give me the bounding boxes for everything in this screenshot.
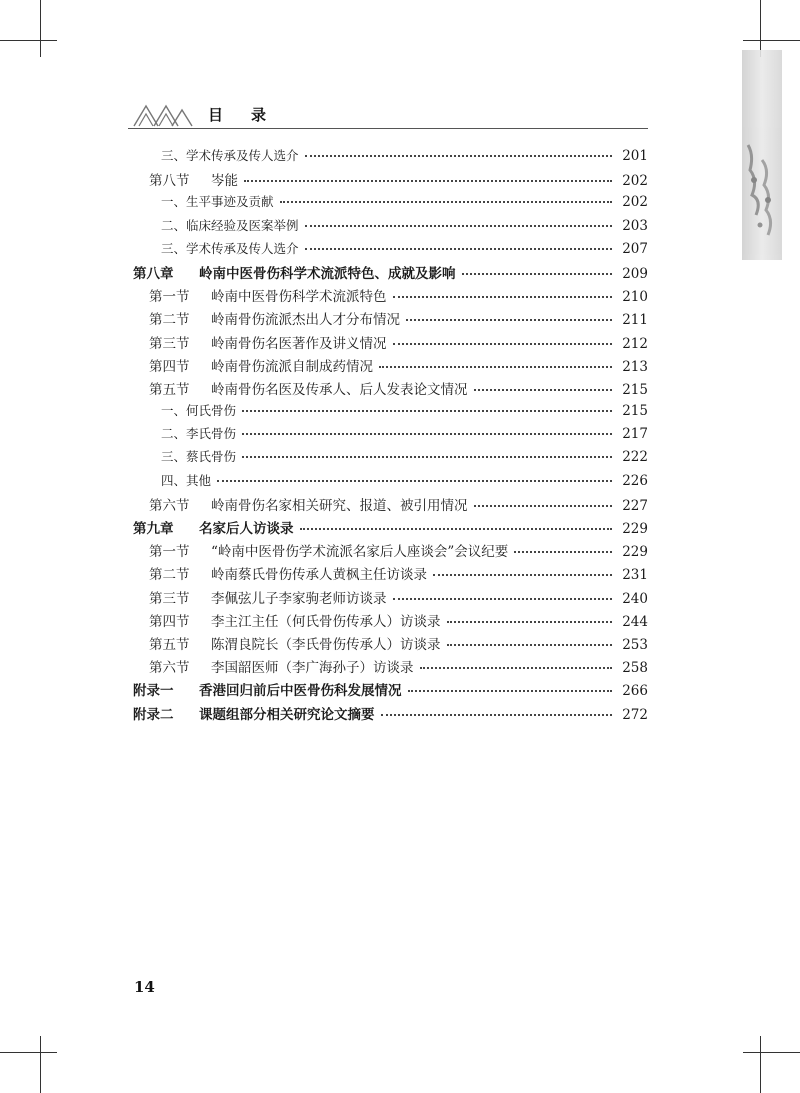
toc-entry-item[interactable] xyxy=(133,239,648,262)
toc-entry-title: 李氏骨伤 xyxy=(186,426,237,442)
toc-entry-page: 240 xyxy=(622,590,648,607)
toc-entry-section[interactable] xyxy=(133,332,648,355)
toc-leader-dots xyxy=(381,713,613,716)
page-title: 目录 xyxy=(208,106,295,124)
toc-leader-dots xyxy=(242,455,612,458)
toc-entry-title: 岭南骨伤名医著作及讲义情况 xyxy=(211,335,387,352)
toc-leader-dots xyxy=(514,550,612,553)
toc-entry-label: 第五节 xyxy=(149,636,190,653)
toc-leader-dots xyxy=(462,272,613,275)
toc-entry-title: 岭南中医骨伤科学术流派特色、成就及影响 xyxy=(199,265,456,282)
toc-entry-label: 一、 xyxy=(161,194,187,210)
toc-entry-page: 209 xyxy=(622,265,648,282)
toc-leader-dots xyxy=(408,689,613,692)
toc-entry-title: 岭南骨伤流派杰出人才分布情况 xyxy=(211,312,400,329)
crop-mark xyxy=(40,1036,41,1093)
toc-entry-label: 三、 xyxy=(161,240,187,256)
toc-entry-title: 学术传承及传人选介 xyxy=(186,148,299,163)
toc-entry-title: 何氏骨伤 xyxy=(186,403,237,419)
toc-leader-dots xyxy=(420,666,613,669)
toc-entry-label: 三、 xyxy=(161,148,187,163)
toc-leader-dots xyxy=(474,504,613,507)
toc-entry-page: 201 xyxy=(622,148,648,164)
toc-leader-dots xyxy=(406,318,612,321)
toc-entry-label: 第三节 xyxy=(149,335,190,352)
toc-entry-label: 第一节 xyxy=(149,544,190,561)
toc-entry-title: “岭南中医骨伤学术流派名家后人座谈会”会议纪要 xyxy=(211,544,509,561)
toc-entry-label: 第六节 xyxy=(149,660,190,677)
toc-entry-title: 李主江主任（何氏骨伤传承人）访谈录 xyxy=(211,613,441,630)
toc-entry-title: 岑能 xyxy=(211,173,238,190)
toc-entry-title: 岭南骨伤名医及传承人、后人发表论文情况 xyxy=(211,381,468,398)
toc-entry-label: 一、 xyxy=(161,403,187,419)
toc-entry-page: 212 xyxy=(622,335,648,352)
toc-leader-dots xyxy=(242,432,612,435)
toc-entry-section[interactable] xyxy=(133,563,648,586)
toc-entry-title: 生平事迹及贡献 xyxy=(186,194,274,210)
toc-entry-label: 第八节 xyxy=(149,173,190,190)
toc-entry-label: 附录一 xyxy=(133,683,174,700)
page-header xyxy=(128,98,648,138)
toc-entry-page: 213 xyxy=(622,358,648,375)
toc-entry-item[interactable] xyxy=(133,216,648,239)
toc-entry-label: 四、 xyxy=(161,472,187,488)
toc-entry-section[interactable] xyxy=(133,633,648,656)
crop-mark xyxy=(743,1052,800,1053)
toc-entry-page: 211 xyxy=(622,312,648,329)
toc-entry-label: 第一节 xyxy=(149,289,190,306)
toc-entry-chapter[interactable] xyxy=(133,679,648,702)
toc-entry-title: 其他 xyxy=(186,472,212,488)
toc-entry-page: 203 xyxy=(622,217,648,234)
toc-leader-dots xyxy=(305,154,612,157)
toc-entry-label: 第二节 xyxy=(149,567,190,584)
toc-entry-chapter[interactable] xyxy=(133,262,648,285)
toc-entry-title: 学术传承及传人选介 xyxy=(186,240,299,256)
crop-mark xyxy=(40,0,41,57)
toc-leader-dots xyxy=(393,597,613,600)
toc-entry-page: 202 xyxy=(622,194,648,211)
toc-leader-dots xyxy=(280,200,612,203)
toc-entry-item[interactable] xyxy=(133,424,648,447)
toc-leader-dots xyxy=(474,388,613,391)
toc-leader-dots xyxy=(433,573,612,576)
toc-leader-dots xyxy=(242,409,612,412)
toc-entry-page: 244 xyxy=(622,613,648,630)
page-number: 14 xyxy=(134,978,155,996)
toc-entry-title: 名家后人访谈录 xyxy=(199,521,294,537)
side-decoration xyxy=(742,50,782,260)
toc-entry-page: 215 xyxy=(622,403,648,420)
table-of-contents xyxy=(133,146,648,726)
toc-entry-section[interactable] xyxy=(133,169,648,192)
toc-entry-label: 二、 xyxy=(161,217,187,233)
toc-entry-section[interactable] xyxy=(133,656,648,679)
toc-entry-item[interactable] xyxy=(133,146,648,169)
toc-entry-section[interactable] xyxy=(133,587,648,610)
toc-entry-title: 课题组部分相关研究论文摘要 xyxy=(199,706,375,723)
toc-entry-page: 253 xyxy=(622,636,648,653)
toc-entry-page: 272 xyxy=(622,706,648,723)
toc-entry-item[interactable] xyxy=(133,471,648,494)
header-divider xyxy=(128,128,648,129)
toc-entry-label: 第四节 xyxy=(149,358,190,375)
toc-leader-dots xyxy=(244,179,612,182)
toc-entry-section[interactable] xyxy=(133,308,648,331)
toc-entry-page: 258 xyxy=(622,660,648,677)
toc-entry-title: 蔡氏骨伤 xyxy=(186,449,237,465)
toc-entry-page: 229 xyxy=(622,544,648,561)
toc-entry-item[interactable] xyxy=(133,401,648,424)
toc-entry-item[interactable] xyxy=(133,447,648,470)
toc-entry-title: 香港回归前后中医骨伤科发展情况 xyxy=(199,683,402,700)
toc-leader-dots xyxy=(379,365,612,368)
toc-entry-title: 李佩弦儿子李家驹老师访谈录 xyxy=(211,590,387,607)
toc-entry-chapter[interactable] xyxy=(133,517,648,540)
toc-entry-label: 三、 xyxy=(161,449,187,465)
toc-entry-title: 岭南骨伤名家相关研究、报道、被引用情况 xyxy=(211,497,468,514)
toc-leader-dots xyxy=(447,643,613,646)
toc-entry-title: 李国韶医师（李广海孙子）访谈录 xyxy=(211,660,414,677)
toc-leader-dots xyxy=(393,295,613,298)
toc-leader-dots xyxy=(300,527,613,530)
toc-entry-section[interactable] xyxy=(133,494,648,517)
toc-entry-label: 第六节 xyxy=(149,497,190,514)
mountain-logo-icon xyxy=(132,102,194,128)
toc-entry-page: 207 xyxy=(622,240,648,257)
toc-entry-page: 202 xyxy=(622,173,648,190)
toc-entry-title: 岭南骨伤流派自制成药情况 xyxy=(211,358,373,375)
toc-entry-title: 临床经验及医案举例 xyxy=(186,217,299,233)
toc-entry-section[interactable] xyxy=(133,285,648,308)
toc-entry-section[interactable] xyxy=(133,355,648,378)
toc-entry-label: 附录二 xyxy=(133,706,174,723)
toc-entry-page: 229 xyxy=(622,521,648,537)
toc-entry-label: 第二节 xyxy=(149,312,190,329)
toc-entry-page: 266 xyxy=(622,683,648,700)
toc-entry-page: 222 xyxy=(622,449,648,466)
crop-mark xyxy=(760,1036,761,1093)
toc-entry-item[interactable] xyxy=(133,192,648,215)
toc-leader-dots xyxy=(393,342,613,345)
toc-entry-label: 第八章 xyxy=(133,265,174,282)
crop-mark xyxy=(743,40,800,41)
toc-leader-dots xyxy=(305,247,612,250)
toc-entry-page: 227 xyxy=(622,497,648,514)
toc-entry-page: 215 xyxy=(622,381,648,398)
toc-entry-page: 217 xyxy=(622,426,648,443)
toc-entry-page: 226 xyxy=(622,472,648,489)
toc-entry-label: 二、 xyxy=(161,426,187,442)
toc-entry-title: 岭南蔡氏骨伤传承人黄枫主任访谈录 xyxy=(211,567,427,584)
toc-entry-title: 岭南中医骨伤科学术流派特色 xyxy=(211,289,387,306)
toc-leader-dots xyxy=(447,620,613,623)
toc-entry-title: 陈渭良院长（李氏骨伤传承人）访谈录 xyxy=(211,636,441,653)
toc-leader-dots xyxy=(217,479,612,482)
toc-leader-dots xyxy=(305,224,612,227)
toc-entry-chapter[interactable] xyxy=(133,703,648,726)
toc-entry-page: 210 xyxy=(622,289,648,306)
toc-entry-section[interactable] xyxy=(133,610,648,633)
toc-entry-label: 第三节 xyxy=(149,590,190,607)
crop-mark xyxy=(760,0,761,57)
crop-mark xyxy=(0,1052,57,1053)
crop-mark xyxy=(0,40,57,41)
toc-entry-section[interactable] xyxy=(133,540,648,563)
toc-entry-label: 第五节 xyxy=(149,381,190,398)
toc-entry-section[interactable] xyxy=(133,378,648,401)
toc-entry-page: 231 xyxy=(622,567,648,584)
toc-entry-label: 第九章 xyxy=(133,521,174,537)
toc-entry-label: 第四节 xyxy=(149,613,190,630)
